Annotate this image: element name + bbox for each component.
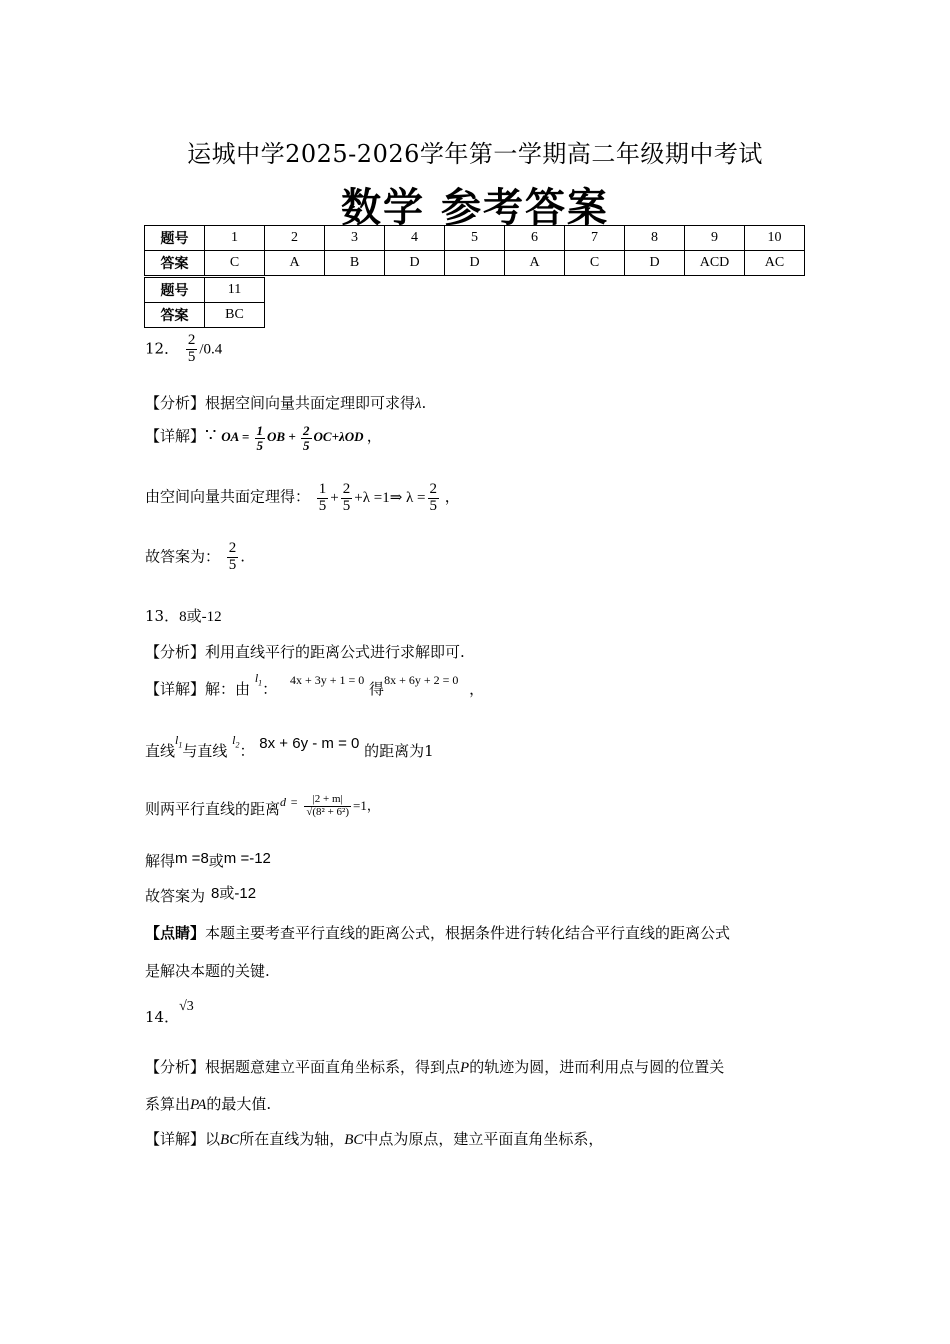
- because-symbol: ∵: [205, 425, 217, 447]
- equation-2: 8x + 6y + 2 = 0: [384, 673, 459, 687]
- fraction-denominator: 5: [228, 556, 237, 573]
- fraction-denominator: 5: [342, 497, 351, 514]
- l-symbol: l: [175, 733, 179, 747]
- comment-text: 本题主要考查平行直线的距离公式，根据条件进行转化结合平行直线的距离公式: [205, 924, 731, 942]
- q12-equation: [221, 423, 367, 453]
- analysis-text: 系算出: [145, 1095, 191, 1113]
- q12-number: 12．: [145, 339, 180, 358]
- fraction-numerator: 2: [303, 423, 310, 438]
- analysis-tag: 【分析】: [145, 394, 206, 412]
- analysis-tag: 【分析】: [145, 643, 206, 661]
- lambda-symbol: λ: [415, 396, 422, 412]
- distance-result: =1，: [353, 798, 380, 814]
- detail-tag: 【详解】: [145, 427, 206, 446]
- q13-detail: [145, 671, 485, 708]
- answer-table: [144, 225, 805, 276]
- final-answer: 8或-12: [211, 885, 257, 902]
- solve-text: 解得: [145, 852, 176, 870]
- q12-detail: [145, 424, 382, 452]
- period: .: [240, 547, 246, 566]
- fraction-numerator: |2 + m|: [304, 794, 351, 807]
- line-l1: [254, 671, 263, 688]
- table-row: [145, 251, 805, 276]
- detail-text: 解：由: [205, 680, 251, 698]
- page-title: 运城中学2025-2026学年第一学期高二年级期中考试: [187, 140, 763, 168]
- fraction-denominator: 5: [429, 497, 438, 514]
- q12-line2-mid: +λ =1⇒ λ =: [354, 489, 426, 506]
- table-cell: 5: [445, 226, 505, 251]
- table-cell: C: [565, 251, 625, 276]
- q13-solve: [145, 850, 271, 871]
- fraction-numerator: 2: [187, 332, 196, 348]
- m-value-2: m =-12: [223, 850, 271, 867]
- table-cell: 10: [745, 226, 805, 251]
- q13-line3: 则两平行直线的距离$^d$ = $\frac{|2 + m|}{\text{√(8² + 6²)}}$ =1，: [145, 793, 380, 819]
- lambda-od: +λOD: [331, 429, 364, 445]
- period: .: [421, 394, 427, 412]
- subscript: 2: [235, 740, 240, 750]
- point-p: P: [460, 1060, 470, 1076]
- detail-tag: 【详解】: [145, 1130, 206, 1148]
- comment-tag: 【点睛】: [145, 924, 206, 942]
- fraction-denominator: 5: [318, 497, 327, 514]
- detail-tag: 【详解】: [145, 680, 206, 698]
- segment-bc: BC: [220, 1132, 240, 1148]
- table-cell: D: [385, 251, 445, 276]
- line-text: 直线: [145, 742, 176, 760]
- q13-comment-1: [145, 922, 730, 943]
- q12-line2: [145, 482, 460, 515]
- or-text: 或: [208, 852, 224, 870]
- d-symbol: d: [280, 795, 287, 810]
- fraction-numerator: 2: [228, 540, 237, 556]
- analysis-text: 根据空间向量共面定理即可求得: [205, 394, 416, 412]
- q13-number: 13．: [145, 607, 180, 625]
- table-cell: 11: [205, 278, 265, 303]
- then-text: 则两平行直线的距离: [145, 800, 281, 819]
- colon: ：: [262, 680, 278, 698]
- m-value-1: m =8: [175, 850, 209, 867]
- fraction: [428, 482, 440, 515]
- final-text: 故答案为: [145, 887, 206, 905]
- fraction: [227, 541, 239, 574]
- q12-line3-text: 故答案为：: [145, 547, 221, 566]
- table-header-cell: 答案: [145, 251, 205, 276]
- detail-text: 以: [205, 1130, 221, 1148]
- fraction-denominator: √(8² + 6²): [306, 805, 350, 818]
- q12-analysis: [145, 392, 426, 413]
- q12-answer: [145, 333, 222, 366]
- plus: +: [288, 429, 296, 445]
- subscript: 1: [178, 740, 183, 750]
- coef-fraction: [301, 424, 312, 452]
- distance-text: 的距离为1: [364, 742, 434, 760]
- detail-text: 中点为原点，建立平面直角坐标系，: [363, 1130, 604, 1148]
- analysis-text: 的轨迹为圆，进而利用点与圆的位置关: [469, 1058, 725, 1076]
- table-cell: 8: [625, 226, 685, 251]
- coef-fraction: [255, 424, 266, 452]
- distance-fraction: [304, 794, 351, 818]
- segment-bc: BC: [344, 1132, 364, 1148]
- table-cell: 3: [325, 226, 385, 251]
- table-cell: B: [325, 251, 385, 276]
- detail-text: 所在直线为轴，: [239, 1130, 345, 1148]
- table-cell: C: [205, 251, 265, 276]
- fraction: [317, 482, 329, 515]
- q14-answer-text: √3: [179, 999, 194, 1014]
- de-text: 得: [369, 680, 385, 698]
- fraction-denominator: 5: [187, 348, 196, 365]
- line-l1: [175, 733, 183, 750]
- q12-answer-fraction: [186, 333, 198, 366]
- table-cell: A: [265, 251, 325, 276]
- colon: ：: [239, 742, 255, 760]
- table-cell: BC: [205, 303, 265, 328]
- table-cell: D: [445, 251, 505, 276]
- table-cell: 2: [265, 226, 325, 251]
- l-symbol: l: [254, 671, 259, 685]
- page-subtitle: 数学 参考答案: [341, 185, 609, 231]
- line-l2: [232, 733, 240, 750]
- equation-3: 8x + 6y - m = 0: [259, 735, 360, 752]
- table-cell: D: [625, 251, 685, 276]
- comma: ，: [444, 487, 460, 506]
- table-cell: 9: [685, 226, 745, 251]
- q12-line3: [145, 541, 245, 574]
- fraction-numerator: 2: [429, 481, 438, 497]
- q13-comment-2: [145, 960, 270, 981]
- q12-line2-text: 由空间向量共面定理得：: [145, 487, 311, 506]
- table-cell: 6: [505, 226, 565, 251]
- vector-oc: OC: [313, 429, 332, 445]
- segment-pa: PA: [190, 1097, 207, 1113]
- q14-number: 14．: [145, 1008, 180, 1026]
- table-header-cell: 题号: [145, 278, 205, 303]
- answer-table-2: [144, 277, 265, 328]
- q13-answer: [145, 605, 222, 626]
- q12-answer-alt: /0.4: [199, 341, 223, 358]
- q13-final: [145, 885, 256, 906]
- q14-detail: [145, 1128, 603, 1149]
- q14-analysis-1: [145, 1056, 724, 1077]
- q14-answer: [145, 999, 194, 1027]
- q13-line2: [145, 733, 434, 761]
- table-cell: 7: [565, 226, 625, 251]
- table-cell: AC: [745, 251, 805, 276]
- table-row: [145, 226, 805, 251]
- table-cell: ACD: [685, 251, 745, 276]
- fraction-numerator: 1: [256, 423, 264, 438]
- q14-analysis-2: [145, 1093, 271, 1114]
- analysis-text: 的最大值.: [206, 1095, 272, 1113]
- table-row: [145, 278, 265, 303]
- table-header-cell: 答案: [145, 303, 205, 328]
- comment-text: 是解决本题的关键.: [145, 962, 270, 980]
- q13-analysis: [145, 641, 465, 662]
- equals: =: [241, 429, 250, 445]
- fraction-denominator: 5: [256, 437, 264, 453]
- equation-1: 4x + 3y + 1 = 0: [289, 673, 365, 687]
- and-line-text: 与直线: [182, 742, 228, 760]
- l-symbol: l: [232, 733, 236, 747]
- q13-answer-text: 8或-12: [179, 609, 222, 625]
- comma: ，: [469, 680, 485, 698]
- fraction: [341, 482, 353, 515]
- fraction-denominator: 5: [303, 437, 310, 453]
- table-cell: A: [505, 251, 565, 276]
- fraction-numerator: 2: [342, 481, 351, 497]
- subscript: 1: [258, 678, 263, 688]
- comma: ，: [366, 427, 382, 446]
- vector-oa: OA: [221, 429, 239, 445]
- table-header-cell: 题号: [145, 226, 205, 251]
- analysis-tag: 【分析】: [145, 1058, 206, 1076]
- table-cell: 1: [205, 226, 265, 251]
- analysis-text: 根据题意建立平面直角坐标系，得到点: [205, 1058, 461, 1076]
- vector-ob: OB: [267, 429, 286, 445]
- table-cell: 4: [385, 226, 445, 251]
- q12-line2-math: $\frac{1}{5}$ + $\frac{2}{5}$ +λ =1⇒ λ = $\frac{2}{5}$: [318, 481, 438, 514]
- table-row: [145, 303, 265, 328]
- analysis-text: 利用直线平行的距离公式进行求解即可.: [205, 643, 465, 661]
- fraction-numerator: 1: [318, 481, 327, 497]
